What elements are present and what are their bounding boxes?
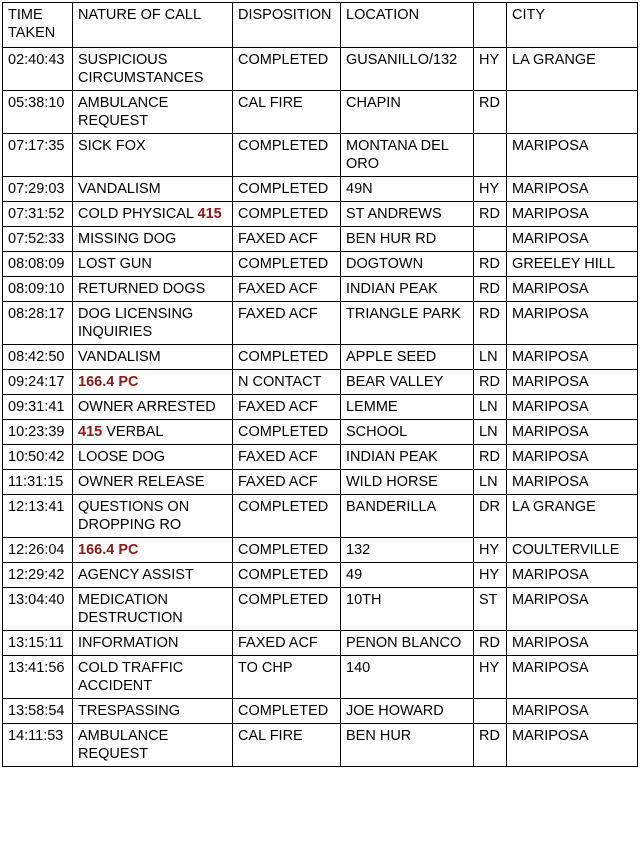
location-cell: INDIAN PEAK [341,445,474,470]
disposition-cell: FAXED ACF [233,227,341,252]
disposition-cell: FAXED ACF [233,631,341,656]
city-cell: COULTERVILLE [507,538,638,563]
table-row [3,470,638,495]
time-taken-cell: 07:29:03 [3,177,73,202]
nature-text: SUSPICIOUS CIRCUMSTANCES [78,52,204,86]
header-location: LOCATION [341,3,474,48]
street-suffix-cell: HY [474,48,507,91]
disposition-cell: FAXED ACF [233,277,341,302]
table-row [3,48,638,91]
city-cell: MARIPOSA [507,420,638,445]
code-highlight: 166.4 PC [78,374,139,390]
disposition-cell: FAXED ACF [233,445,341,470]
time-taken-cell: 07:52:33 [3,227,73,252]
time-taken-cell: 08:28:17 [3,302,73,345]
city-cell: MARIPOSA [507,631,638,656]
city-cell: MARIPOSA [507,177,638,202]
nature-text: MISSING DOG [78,231,177,247]
table-row [3,420,638,445]
location-cell: GUSANILLO/132 [341,48,474,91]
table-row [3,538,638,563]
disposition-cell: COMPLETED [233,538,341,563]
street-suffix-cell: LN [474,345,507,370]
city-cell: MARIPOSA [507,202,638,227]
nature-of-call-cell [73,202,233,227]
disposition-cell: TO CHP [233,656,341,699]
nature-of-call-cell [73,227,233,252]
city-cell: MARIPOSA [507,470,638,495]
nature-text: LOST GUN [78,256,152,272]
city-cell: GREELEY HILL [507,252,638,277]
header-street-suffix [474,3,507,48]
disposition-cell: COMPLETED [233,588,341,631]
location-cell: BEAR VALLEY [341,370,474,395]
table-row [3,134,638,177]
call-log-table [2,2,638,767]
street-suffix-cell: HY [474,563,507,588]
time-taken-cell: 09:31:41 [3,395,73,420]
street-suffix-cell: RD [474,91,507,134]
disposition-cell: COMPLETED [233,420,341,445]
time-taken-cell: 07:31:52 [3,202,73,227]
location-cell: 49 [341,563,474,588]
street-suffix-cell: ST [474,588,507,631]
street-suffix-cell: RD [474,631,507,656]
nature-text: RETURNED DOGS [78,281,206,297]
nature-of-call-cell [73,588,233,631]
nature-text: OWNER ARRESTED [78,399,216,415]
table-row [3,370,638,395]
table-row [3,395,638,420]
time-taken-cell: 05:38:10 [3,91,73,134]
table-row [3,724,638,767]
disposition-cell: COMPLETED [233,345,341,370]
city-cell: MARIPOSA [507,134,638,177]
nature-text: MEDICATION DESTRUCTION [78,592,183,626]
table-row [3,631,638,656]
time-taken-cell: 13:41:56 [3,656,73,699]
table-row [3,699,638,724]
time-taken-cell: 07:17:35 [3,134,73,177]
nature-of-call-cell [73,445,233,470]
city-cell: MARIPOSA [507,588,638,631]
location-cell: MONTANA DEL ORO [341,134,474,177]
nature-text: SICK FOX [78,138,146,154]
nature-of-call-cell [73,724,233,767]
city-cell: MARIPOSA [507,345,638,370]
time-taken-cell: 02:40:43 [3,48,73,91]
nature-of-call-cell [73,538,233,563]
table-row [3,563,638,588]
table-row [3,445,638,470]
nature-text: TRESPASSING [78,703,181,719]
disposition-cell: COMPLETED [233,252,341,277]
location-cell: JOE HOWARD [341,699,474,724]
disposition-cell: COMPLETED [233,495,341,538]
disposition-cell: FAXED ACF [233,470,341,495]
table-row [3,302,638,345]
location-cell: 140 [341,656,474,699]
disposition-cell: COMPLETED [233,134,341,177]
nature-text: LOOSE DOG [78,449,166,465]
location-cell: BEN HUR [341,724,474,767]
location-cell: 132 [341,538,474,563]
nature-text: COLD TRAFFIC ACCIDENT [78,660,184,694]
nature-of-call-cell [73,91,233,134]
city-cell: MARIPOSA [507,277,638,302]
table-row [3,227,638,252]
nature-text: OWNER RELEASE [78,474,205,490]
street-suffix-cell: RD [474,302,507,345]
time-taken-cell: 13:58:54 [3,699,73,724]
street-suffix-cell: LN [474,470,507,495]
header-time-taken: TIME TAKEN [3,3,73,48]
nature-of-call-cell [73,656,233,699]
disposition-cell: CAL FIRE [233,724,341,767]
location-cell: PENON BLANCO [341,631,474,656]
time-taken-cell: 08:42:50 [3,345,73,370]
street-suffix-cell: DR [474,495,507,538]
street-suffix-cell: LN [474,395,507,420]
street-suffix-cell: HY [474,656,507,699]
table-row [3,495,638,538]
nature-of-call-cell [73,563,233,588]
header-city: CITY [507,3,638,48]
table-row [3,588,638,631]
time-taken-cell: 08:09:10 [3,277,73,302]
nature-text: VANDALISM [78,181,161,197]
disposition-cell: COMPLETED [233,699,341,724]
location-cell: TRIANGLE PARK [341,302,474,345]
location-cell: CHAPIN [341,91,474,134]
nature-text: DOG LICENSING INQUIRIES [78,306,194,340]
nature-text: AMBULANCE REQUEST [78,95,169,129]
time-taken-cell: 13:04:40 [3,588,73,631]
street-suffix-cell [474,134,507,177]
header-nature-of-call: NATURE OF CALL [73,3,233,48]
nature-of-call-cell [73,631,233,656]
street-suffix-cell: RD [474,724,507,767]
nature-text: AMBULANCE REQUEST [78,728,169,762]
location-cell: BANDERILLA [341,495,474,538]
time-taken-cell: 14:11:53 [3,724,73,767]
location-cell: APPLE SEED [341,345,474,370]
street-suffix-cell [474,699,507,724]
location-cell: INDIAN PEAK [341,277,474,302]
time-taken-cell: 10:50:42 [3,445,73,470]
disposition-cell: COMPLETED [233,563,341,588]
code-highlight: 415 [78,424,103,440]
location-cell: LEMME [341,395,474,420]
header-disposition: DISPOSITION [233,3,341,48]
street-suffix-cell: RD [474,252,507,277]
table-row [3,202,638,227]
street-suffix-cell: RD [474,445,507,470]
disposition-cell: FAXED ACF [233,302,341,345]
time-taken-cell: 12:26:04 [3,538,73,563]
street-suffix-cell: HY [474,538,507,563]
nature-text: VERBAL [102,424,164,440]
disposition-cell: CAL FIRE [233,91,341,134]
city-cell: MARIPOSA [507,699,638,724]
city-cell: MARIPOSA [507,563,638,588]
city-cell: MARIPOSA [507,724,638,767]
city-cell: MARIPOSA [507,656,638,699]
location-cell: 49N [341,177,474,202]
city-cell: MARIPOSA [507,227,638,252]
time-taken-cell: 08:08:09 [3,252,73,277]
time-taken-cell: 12:29:42 [3,563,73,588]
city-cell: MARIPOSA [507,370,638,395]
time-taken-cell: 10:23:39 [3,420,73,445]
time-taken-cell: 12:13:41 [3,495,73,538]
nature-of-call-cell [73,699,233,724]
location-cell: DOGTOWN [341,252,474,277]
nature-of-call-cell [73,302,233,345]
location-cell: SCHOOL [341,420,474,445]
disposition-cell: N CONTACT [233,370,341,395]
location-cell: 10TH [341,588,474,631]
street-suffix-cell: HY [474,177,507,202]
city-cell: LA GRANGE [507,48,638,91]
location-cell: BEN HUR RD [341,227,474,252]
disposition-cell: COMPLETED [233,177,341,202]
table-row [3,91,638,134]
table-row [3,252,638,277]
nature-of-call-cell [73,470,233,495]
city-cell: MARIPOSA [507,395,638,420]
city-cell: MARIPOSA [507,445,638,470]
street-suffix-cell: RD [474,202,507,227]
location-cell: ST ANDREWS [341,202,474,227]
table-row [3,345,638,370]
street-suffix-cell [474,227,507,252]
disposition-cell: COMPLETED [233,48,341,91]
city-cell: LA GRANGE [507,495,638,538]
nature-of-call-cell [73,345,233,370]
time-taken-cell: 11:31:15 [3,470,73,495]
code-highlight: 166.4 PC [78,542,139,558]
nature-text: COLD PHYSICAL [78,206,198,222]
table-row [3,656,638,699]
nature-of-call-cell [73,370,233,395]
street-suffix-cell: RD [474,277,507,302]
nature-text: VANDALISM [78,349,161,365]
street-suffix-cell: RD [474,370,507,395]
disposition-cell: FAXED ACF [233,395,341,420]
nature-text: QUESTIONS ON DROPPING RO [78,499,190,533]
time-taken-cell: 09:24:17 [3,370,73,395]
nature-text: INFORMATION [78,635,179,651]
nature-of-call-cell [73,420,233,445]
call-log-body [3,48,638,767]
nature-of-call-cell [73,252,233,277]
location-cell: WILD HORSE [341,470,474,495]
nature-of-call-cell [73,177,233,202]
nature-of-call-cell [73,48,233,91]
header-row [3,3,638,48]
city-cell [507,91,638,134]
street-suffix-cell: LN [474,420,507,445]
time-taken-cell: 13:15:11 [3,631,73,656]
nature-of-call-cell [73,395,233,420]
code-highlight: 415 [197,206,222,222]
table-row [3,277,638,302]
disposition-cell: COMPLETED [233,202,341,227]
nature-of-call-cell [73,495,233,538]
nature-of-call-cell [73,134,233,177]
table-row [3,177,638,202]
nature-of-call-cell [73,277,233,302]
nature-text: AGENCY ASSIST [78,567,194,583]
city-cell: MARIPOSA [507,302,638,345]
